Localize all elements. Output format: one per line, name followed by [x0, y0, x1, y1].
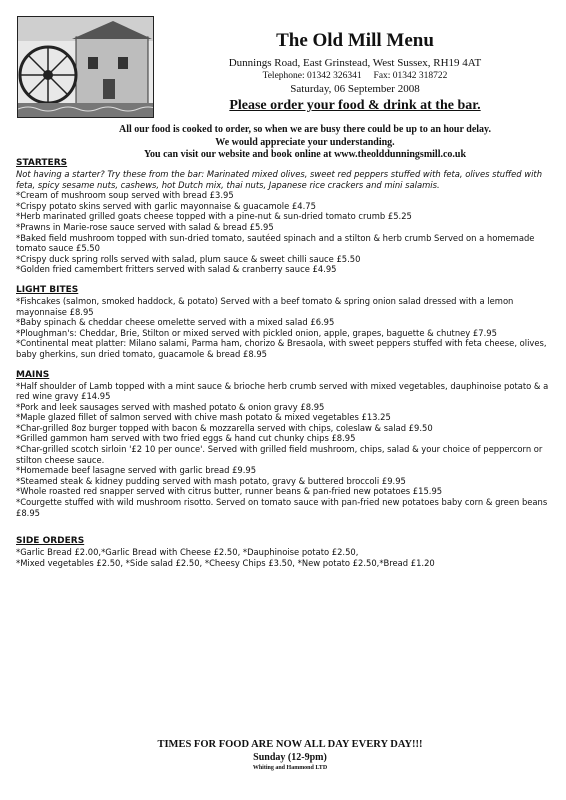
menu-item: *Ploughman's: Cheddar, Brie, Stilton or mixed served with pickled onion, apple, grapes, baguette & chutney £7.95 — [16, 327, 497, 338]
starters-intro: Not having a starter? Try these from the bar: Marinated mixed olives, sweet red peppers stuffed with feta, olives stuffed with feta, spicy sesame nuts, cashews, hot Dutch mix, thai nuts, Japanese rice crackers and mini salamis. — [16, 169, 543, 190]
menu-item: *Baked field mushroom topped with sun-dried tomato, sautéed spinach and a stilton & herb crumb Served on a homemade tomato sauce £5.50 — [16, 232, 535, 254]
menu-body — [16, 158, 556, 568]
menu-item: *Grilled gammon ham served with two fried eggs & hand cut chunky chips £8.95 — [16, 433, 356, 444]
menu-item: *Homemade beef lasagne served with garlic bread £9.95 — [16, 465, 257, 476]
menu-item: *Whole roasted red snapper served with citrus butter, runner beans & pan-fried new potatoes £15.95 — [16, 486, 443, 497]
section-heading-light-bites: LIGHT BITES — [16, 284, 79, 295]
menu-date: Saturday, 06 September 2008 — [290, 83, 420, 95]
menu-item: *Fishcakes (salmon, smoked haddock, & potato) Served with a beef tomato & spring onion salad dressed with a lemon mayonnaise £8.95 — [16, 295, 514, 317]
menu-item: *Char-grilled 8oz burger topped with bacon & mozzarella served with chips, coleslaw & salad £9.50 — [16, 422, 433, 433]
menu-item: *Baby spinach & cheddar cheese omelette served with a mixed salad £6.95 — [16, 317, 335, 328]
side-orders-line: *Garlic Bread £2.00,*Garlic Bread with Cheese £2.50, *Dauphinoise potato £2.50, — [16, 547, 359, 558]
section-heading-mains: MAINS — [16, 369, 50, 380]
watermill-image — [18, 17, 153, 117]
mill-illustration — [17, 16, 154, 118]
menu-footer — [80, 738, 500, 772]
menu-item: *Char-grilled scotch sirloin '£2 10 per ounce'. Served with grilled field mushroom, chips, salad & your choice of peppercorn or stilton cheese sauce. — [16, 444, 543, 465]
section-heading-side-orders: SIDE ORDERS — [16, 536, 85, 547]
food-times: TIMES FOR FOOD ARE NOW ALL DAY EVERY DAY!!! — [157, 739, 423, 750]
menu-header — [160, 30, 550, 114]
menu-item: *Herb marinated grilled goats cheese topped with a pine-nut & sun-dried tomato crumb £5.25 — [16, 211, 412, 222]
menu-item: *Cream of mushroom soup served with bread £3.95 — [16, 190, 234, 201]
notice-line: We would appreciate your understanding. — [215, 136, 395, 148]
menu-item: *Continental meat platter: Milano salami, Parma ham, chorizo & Bresaola, with sweet peppers stuffed with feta cheese, olives, baby gherkins, sun dried tomato, guacamole & bread £8.95 — [16, 338, 547, 359]
sunday-times: Sunday (12-9pm) — [253, 752, 327, 763]
contact-line — [160, 70, 550, 82]
menu-item: *Steamed steak & kidney pudding served with mash potato, gravy & buttered broccoli £9.95 — [16, 475, 406, 486]
printer-credit: Whiting and Hammond LTD — [252, 765, 328, 771]
notice-line: You can visit our website and book online at www.theolddunningsmill.co.uk — [143, 149, 467, 160]
section-heading-starters: STARTERS — [16, 158, 68, 168]
fax: Fax: 01342 318722 — [373, 71, 448, 81]
side-orders-line: *Mixed vegetables £2.50, *Side salad £2.50, *Cheesy Chips £3.50, *New potato £2.50,*Bread £1.20 — [16, 557, 435, 568]
menu-item: *Prawns in Marie-rose sauce served with salad & bread £5.95 — [16, 221, 274, 232]
menu-item: *Half shoulder of Lamb topped with a mint sauce & brioche herb crumb served with mixed vegetables, dauphinoise potato & a red wine gravy £14.95 — [16, 380, 549, 402]
menu-item: *Crispy potato skins served with garlic mayonnaise & guacamole £4.75 — [16, 200, 316, 211]
notice-block — [80, 124, 530, 162]
notice-line: All our food is cooked to order, so when we are busy there could be up to an hour delay. — [119, 124, 491, 135]
menu-item: *Crispy duck spring rolls served with salad, plum sauce & sweet chilli sauce £5.50 — [16, 253, 361, 264]
telephone: Telephone: 01342 326341 — [262, 71, 362, 81]
menu-title: The Old Mill Menu — [276, 30, 434, 51]
order-at-bar: Please order your food & drink at the bar. — [229, 98, 481, 113]
menu-item: *Pork and leek sausages served with mashed potato & onion gravy £8.95 — [16, 401, 325, 412]
menu-item: *Golden fried camembert fritters served with salad & cranberry sauce £4.95 — [16, 264, 337, 275]
menu-item: *Courgette stuffed with wild mushroom risotto. Served on tomato sauce with pan-fried new potatoes baby corn & green beans £8.95 — [16, 497, 548, 518]
menu-item: *Maple glazed fillet of salmon served with chive mash potato & mixed vegetables £13.25 — [16, 412, 391, 423]
address: Dunnings Road, East Grinstead, West Sussex, RH19 4AT — [228, 57, 482, 69]
